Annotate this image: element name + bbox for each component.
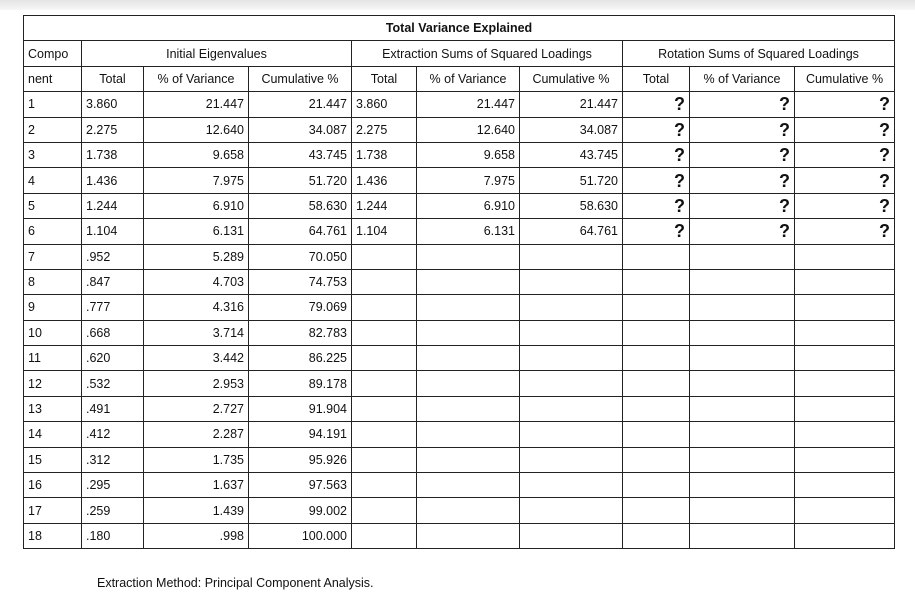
- rotation-pct-cell: [690, 473, 795, 498]
- rotation-cum-cell: [795, 422, 895, 447]
- table-row: [24, 320, 895, 345]
- initial-total-cell: 3.860: [82, 92, 144, 117]
- initial-cum-cell: 89.178: [249, 371, 352, 396]
- rotation-pct-cell: ?: [690, 117, 795, 142]
- rotation-total-cell: ?: [623, 92, 690, 117]
- extraction-total-cell: [352, 269, 417, 294]
- extraction-pct-cell: [417, 523, 520, 548]
- rotation-pct-cell: [690, 346, 795, 371]
- extraction-cum-cell: 43.745: [520, 142, 623, 167]
- initial-pct-cell: 1.439: [144, 498, 249, 523]
- initial-cum-cell: 86.225: [249, 346, 352, 371]
- initial-pct-cell: 2.287: [144, 422, 249, 447]
- initial-cum-cell: 21.447: [249, 92, 352, 117]
- initial-total-cell: .952: [82, 244, 144, 269]
- extraction-total-cell: [352, 320, 417, 345]
- component-cell: 2: [24, 117, 82, 142]
- initial-pct-cell: 2.727: [144, 396, 249, 421]
- rotation-cum-cell: [795, 269, 895, 294]
- extraction-pct-cell: [417, 396, 520, 421]
- footnote: Extraction Method: Principal Component Analysis.: [97, 576, 374, 590]
- initial-total-cell: .312: [82, 447, 144, 472]
- initial-cum-cell: 99.002: [249, 498, 352, 523]
- rotation-total-cell: [623, 371, 690, 396]
- extraction-cum-cell: [520, 371, 623, 396]
- initial-total-cell: .620: [82, 346, 144, 371]
- initial-pct-cell: .998: [144, 523, 249, 548]
- initial-pct-cell: 1.637: [144, 473, 249, 498]
- rotation-total-cell: [623, 320, 690, 345]
- rotation-pct-header: % of Variance: [690, 66, 795, 91]
- rotation-pct-cell: ?: [690, 168, 795, 193]
- extraction-cum-cell: [520, 473, 623, 498]
- initial-pct-cell: 1.735: [144, 447, 249, 472]
- rotation-loadings-header: Rotation Sums of Squared Loadings: [623, 41, 895, 66]
- extraction-total-cell: [352, 422, 417, 447]
- extraction-pct-cell: [417, 295, 520, 320]
- rotation-cum-cell: ?: [795, 219, 895, 244]
- initial-cum-cell: 34.087: [249, 117, 352, 142]
- rotation-total-cell: ?: [623, 117, 690, 142]
- group-header-row: [24, 41, 895, 66]
- rotation-pct-cell: [690, 447, 795, 472]
- rotation-total-cell: [623, 498, 690, 523]
- rotation-total-cell: ?: [623, 193, 690, 218]
- component-cell: 1: [24, 92, 82, 117]
- extraction-cum-cell: [520, 346, 623, 371]
- initial-cum-cell: 58.630: [249, 193, 352, 218]
- component-cell: 16: [24, 473, 82, 498]
- initial-pct-cell: 7.975: [144, 168, 249, 193]
- initial-cum-cell: 91.904: [249, 396, 352, 421]
- component-cell: 5: [24, 193, 82, 218]
- rotation-total-cell: [623, 295, 690, 320]
- initial-total-cell: .180: [82, 523, 144, 548]
- rotation-cum-cell: ?: [795, 168, 895, 193]
- table-row: [24, 422, 895, 447]
- extraction-total-header: Total: [352, 66, 417, 91]
- initial-pct-cell: 2.953: [144, 371, 249, 396]
- rotation-pct-cell: [690, 295, 795, 320]
- component-cell: 10: [24, 320, 82, 345]
- extraction-cum-cell: [520, 320, 623, 345]
- initial-total-cell: .259: [82, 498, 144, 523]
- initial-total-cell: 2.275: [82, 117, 144, 142]
- rotation-cum-header: Cumulative %: [795, 66, 895, 91]
- initial-cum-cell: 70.050: [249, 244, 352, 269]
- initial-pct-cell: 9.658: [144, 142, 249, 167]
- rotation-cum-cell: [795, 396, 895, 421]
- component-cell: 4: [24, 168, 82, 193]
- initial-cum-cell: 43.745: [249, 142, 352, 167]
- initial-pct-cell: 21.447: [144, 92, 249, 117]
- extraction-cum-cell: 64.761: [520, 219, 623, 244]
- extraction-total-cell: [352, 473, 417, 498]
- extraction-total-cell: [352, 396, 417, 421]
- initial-total-cell: .412: [82, 422, 144, 447]
- extraction-cum-cell: 34.087: [520, 117, 623, 142]
- initial-total-cell: 1.104: [82, 219, 144, 244]
- rotation-cum-cell: [795, 371, 895, 396]
- extraction-cum-cell: 58.630: [520, 193, 623, 218]
- table-row: [24, 92, 895, 117]
- rotation-cum-cell: [795, 244, 895, 269]
- rotation-pct-cell: [690, 244, 795, 269]
- component-cell: 7: [24, 244, 82, 269]
- rotation-pct-cell: ?: [690, 219, 795, 244]
- extraction-total-cell: [352, 498, 417, 523]
- table-row: [24, 498, 895, 523]
- initial-cum-header: Cumulative %: [249, 66, 352, 91]
- extraction-cum-cell: [520, 244, 623, 269]
- extraction-pct-header: % of Variance: [417, 66, 520, 91]
- initial-total-cell: 1.244: [82, 193, 144, 218]
- component-header-bottom: nent: [24, 66, 82, 91]
- extraction-pct-cell: 6.910: [417, 193, 520, 218]
- rotation-pct-cell: [690, 371, 795, 396]
- component-cell: 12: [24, 371, 82, 396]
- extraction-cum-cell: 21.447: [520, 92, 623, 117]
- extraction-pct-cell: 12.640: [417, 117, 520, 142]
- extraction-pct-cell: [417, 473, 520, 498]
- extraction-pct-cell: 6.131: [417, 219, 520, 244]
- rotation-cum-cell: ?: [795, 142, 895, 167]
- initial-pct-cell: 12.640: [144, 117, 249, 142]
- rotation-cum-cell: [795, 523, 895, 548]
- component-cell: 17: [24, 498, 82, 523]
- extraction-cum-cell: [520, 523, 623, 548]
- component-cell: 11: [24, 346, 82, 371]
- initial-total-cell: .491: [82, 396, 144, 421]
- initial-pct-cell: 4.703: [144, 269, 249, 294]
- rotation-total-cell: ?: [623, 219, 690, 244]
- extraction-total-cell: 3.860: [352, 92, 417, 117]
- extraction-cum-cell: 51.720: [520, 168, 623, 193]
- extraction-total-cell: 2.275: [352, 117, 417, 142]
- component-cell: 9: [24, 295, 82, 320]
- sub-header-row: [24, 66, 895, 91]
- rotation-total-cell: [623, 396, 690, 421]
- extraction-total-cell: [352, 295, 417, 320]
- rotation-cum-cell: [795, 447, 895, 472]
- initial-cum-cell: 82.783: [249, 320, 352, 345]
- rotation-pct-cell: [690, 396, 795, 421]
- extraction-total-cell: [352, 447, 417, 472]
- initial-cum-cell: 64.761: [249, 219, 352, 244]
- initial-pct-cell: 6.910: [144, 193, 249, 218]
- extraction-total-cell: [352, 346, 417, 371]
- extraction-cum-cell: [520, 447, 623, 472]
- table-row: [24, 523, 895, 548]
- extraction-loadings-header: Extraction Sums of Squared Loadings: [352, 41, 623, 66]
- table-body: [24, 92, 895, 549]
- table-row: [24, 168, 895, 193]
- initial-total-cell: .847: [82, 269, 144, 294]
- initial-total-cell: 1.436: [82, 168, 144, 193]
- extraction-pct-cell: [417, 498, 520, 523]
- rotation-total-cell: ?: [623, 142, 690, 167]
- table-row: [24, 396, 895, 421]
- component-cell: 15: [24, 447, 82, 472]
- rotation-cum-cell: ?: [795, 92, 895, 117]
- extraction-cum-cell: [520, 269, 623, 294]
- table-row: [24, 473, 895, 498]
- rotation-cum-cell: [795, 346, 895, 371]
- table-row: [24, 117, 895, 142]
- extraction-pct-cell: [417, 422, 520, 447]
- rotation-pct-cell: ?: [690, 92, 795, 117]
- component-cell: 14: [24, 422, 82, 447]
- extraction-pct-cell: 9.658: [417, 142, 520, 167]
- table-row: [24, 447, 895, 472]
- extraction-total-cell: [352, 244, 417, 269]
- initial-total-cell: .668: [82, 320, 144, 345]
- rotation-cum-cell: ?: [795, 193, 895, 218]
- rotation-total-cell: [623, 473, 690, 498]
- extraction-total-cell: 1.738: [352, 142, 417, 167]
- table-row: [24, 244, 895, 269]
- total-variance-table: [23, 15, 895, 549]
- initial-cum-cell: 100.000: [249, 523, 352, 548]
- rotation-pct-cell: ?: [690, 193, 795, 218]
- extraction-total-cell: 1.104: [352, 219, 417, 244]
- table-row: [24, 269, 895, 294]
- rotation-pct-cell: [690, 422, 795, 447]
- title-row: [24, 16, 895, 41]
- initial-total-header: Total: [82, 66, 144, 91]
- table-row: [24, 219, 895, 244]
- initial-cum-cell: 74.753: [249, 269, 352, 294]
- initial-total-cell: .777: [82, 295, 144, 320]
- extraction-cum-cell: [520, 396, 623, 421]
- extraction-cum-header: Cumulative %: [520, 66, 623, 91]
- rotation-total-cell: [623, 447, 690, 472]
- table-row: [24, 346, 895, 371]
- extraction-cum-cell: [520, 422, 623, 447]
- rotation-pct-cell: [690, 269, 795, 294]
- extraction-total-cell: [352, 371, 417, 396]
- rotation-total-cell: [623, 346, 690, 371]
- extraction-pct-cell: 7.975: [417, 168, 520, 193]
- initial-pct-cell: 6.131: [144, 219, 249, 244]
- rotation-pct-cell: [690, 523, 795, 548]
- table-row: [24, 371, 895, 396]
- extraction-pct-cell: [417, 269, 520, 294]
- table-title: Total Variance Explained: [24, 16, 895, 41]
- rotation-cum-cell: [795, 498, 895, 523]
- component-cell: 18: [24, 523, 82, 548]
- initial-total-cell: 1.738: [82, 142, 144, 167]
- rotation-total-cell: [623, 523, 690, 548]
- component-cell: 8: [24, 269, 82, 294]
- extraction-total-cell: 1.436: [352, 168, 417, 193]
- rotation-total-cell: [623, 269, 690, 294]
- table-row: [24, 142, 895, 167]
- rotation-total-header: Total: [623, 66, 690, 91]
- rotation-cum-cell: [795, 295, 895, 320]
- initial-eigenvalues-header: Initial Eigenvalues: [82, 41, 352, 66]
- extraction-cum-cell: [520, 295, 623, 320]
- extraction-pct-cell: 21.447: [417, 92, 520, 117]
- rotation-total-cell: [623, 244, 690, 269]
- extraction-pct-cell: [417, 244, 520, 269]
- component-cell: 13: [24, 396, 82, 421]
- initial-total-cell: .532: [82, 371, 144, 396]
- initial-total-cell: .295: [82, 473, 144, 498]
- extraction-pct-cell: [417, 320, 520, 345]
- table-row: [24, 295, 895, 320]
- initial-pct-header: % of Variance: [144, 66, 249, 91]
- initial-pct-cell: 5.289: [144, 244, 249, 269]
- initial-cum-cell: 51.720: [249, 168, 352, 193]
- initial-cum-cell: 95.926: [249, 447, 352, 472]
- rotation-total-cell: ?: [623, 168, 690, 193]
- table-row: [24, 193, 895, 218]
- rotation-cum-cell: ?: [795, 117, 895, 142]
- component-cell: 3: [24, 142, 82, 167]
- rotation-total-cell: [623, 422, 690, 447]
- rotation-pct-cell: ?: [690, 142, 795, 167]
- initial-cum-cell: 94.191: [249, 422, 352, 447]
- rotation-pct-cell: [690, 320, 795, 345]
- window-top-bar: [0, 0, 915, 10]
- extraction-pct-cell: [417, 371, 520, 396]
- initial-pct-cell: 4.316: [144, 295, 249, 320]
- rotation-pct-cell: [690, 498, 795, 523]
- component-header-top: Compo: [24, 41, 82, 66]
- rotation-cum-cell: [795, 320, 895, 345]
- extraction-total-cell: 1.244: [352, 193, 417, 218]
- component-cell: 6: [24, 219, 82, 244]
- extraction-pct-cell: [417, 447, 520, 472]
- extraction-total-cell: [352, 523, 417, 548]
- initial-pct-cell: 3.442: [144, 346, 249, 371]
- initial-cum-cell: 79.069: [249, 295, 352, 320]
- initial-pct-cell: 3.714: [144, 320, 249, 345]
- extraction-cum-cell: [520, 498, 623, 523]
- rotation-cum-cell: [795, 473, 895, 498]
- initial-cum-cell: 97.563: [249, 473, 352, 498]
- extraction-pct-cell: [417, 346, 520, 371]
